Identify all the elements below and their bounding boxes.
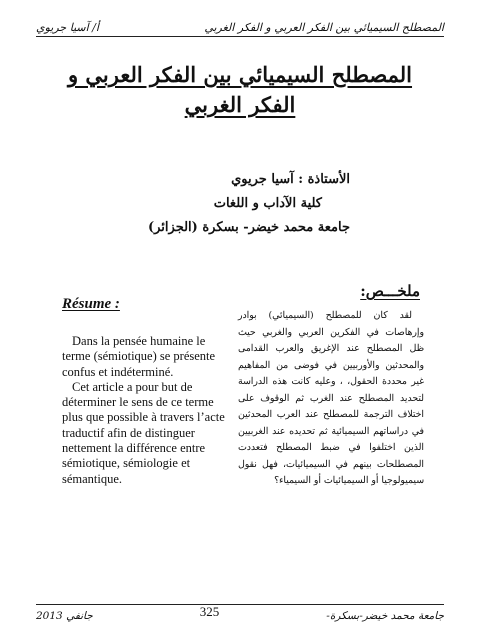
french-abstract-heading: Résume : xyxy=(62,296,120,312)
arabic-abstract-heading: ملخـــص: xyxy=(360,282,420,300)
french-abstract-paragraph-1: Dans la pensée humaine le terme (sémiotique) se présente confus et indéterminé. xyxy=(62,334,216,379)
header-title: المصطلح السيميائي بين الفكر العربي و الفكر الغربي xyxy=(204,21,444,34)
footer-university: جامعة محمد خيضر-بسكرة- xyxy=(326,610,444,622)
page-number: 325 xyxy=(199,604,220,619)
footer-date: جانفي 2013 xyxy=(36,610,93,622)
article-title: المصطلح السيميائي بين الفكر العربي و الفكر الغربي xyxy=(67,62,413,117)
page-footer xyxy=(36,604,444,627)
arabic-abstract-text: لقد كان للمصطلح (السيميائي) بوادر وإرهاصات في الفكرين العربي والغربي حيث ظل المصطلح عند الإغريق والعرب القدامى والمحدثين والأوربيين في فوضى من المفاهيم غير محددة الحقول، ، وعليه كانت هذه الدراسة لتحديد المصطلح عند الغرب ثم الوقوف على اختلاف الترجمة للمصطلح عند العرب المحدثين في دراساتهم السيميائية ثم تحديده عند الغربيين الذين اختلفوا في ضبط المصطلح فتعددت المصطلحات بينهم في السيميائيات، فهل نقول سيميولوجيا أو السيميائيات أو السيمياء؟ xyxy=(238,310,424,486)
header-author: أ/ آسيا جريوي xyxy=(36,21,99,34)
author-block xyxy=(90,168,350,240)
running-header xyxy=(36,12,444,37)
french-abstract-paragraph-2: Cet article a pour but de déterminer le sens de ce terme plus que possible à travers l’acte traductif afin de distinguer nettement la différence entre sémiotique, sémiologie et sémantique. xyxy=(62,379,225,486)
french-abstract xyxy=(62,334,232,487)
author-university: جامعة محمد خيضر- بسكرة (الجزائر) xyxy=(147,220,350,235)
author-name: الأستاذة : آسيا جريوي xyxy=(231,172,350,187)
author-faculty: كلية الآداب و اللغات xyxy=(213,196,322,211)
